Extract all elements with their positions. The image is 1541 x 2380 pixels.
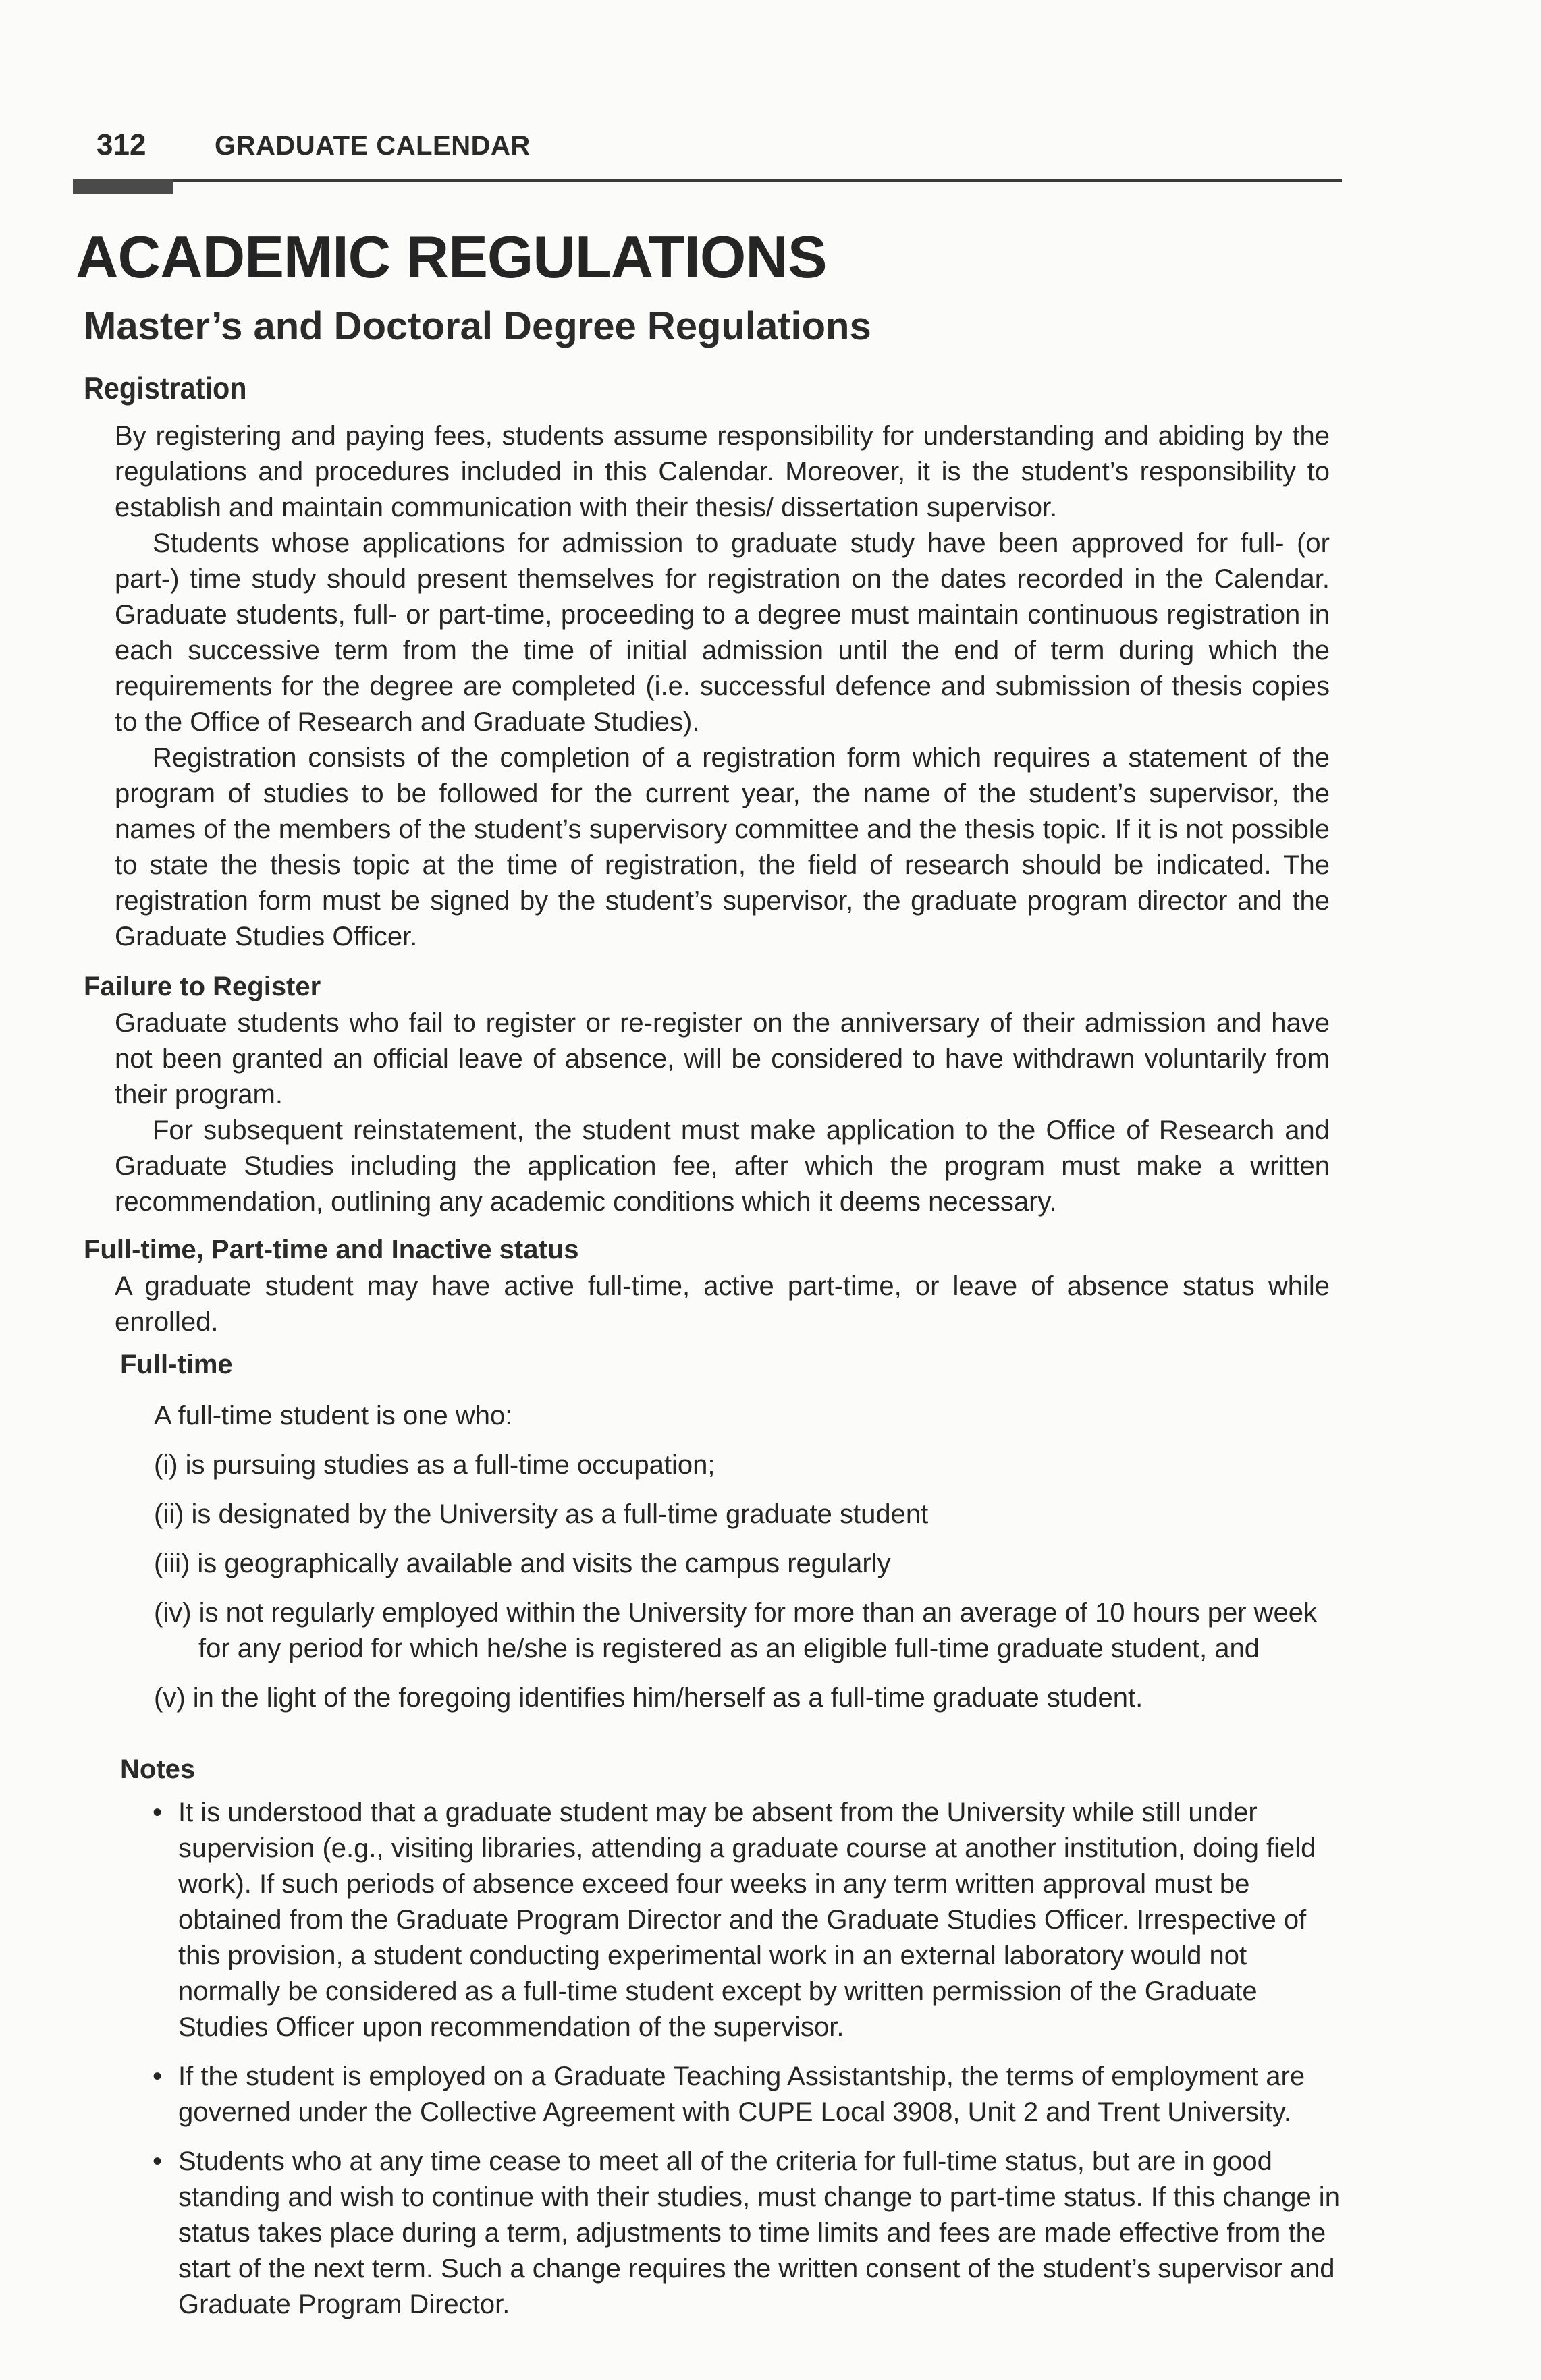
notes-list [150, 1795, 1343, 2336]
fulltime-intro: A full-time student is one who: [154, 1401, 513, 1431]
page-header [97, 128, 1345, 186]
criteria-item: (i) is pursuing studies as a full-time occupation; [154, 1450, 715, 1480]
criteria-item: (v) in the light of the foregoing identifies him/herself as a full-time graduate student. [154, 1683, 1143, 1713]
bullet-icon: • [153, 2061, 163, 2091]
fulltime-criteria [154, 1398, 1342, 1729]
criteria-item: (iii) is geographically available and visits the campus regularly [154, 1549, 891, 1578]
note-text: It is understood that a graduate student may be absent from the University while still under supervision (e.g., visiting libraries, attending a graduate course at another institution, doing field work). If such periods of absence exceed four weeks in any term written approval must be obtained from the Graduate Program Director and the Graduate Studies Officer. Irrespective of this provision, a student conducting experimental work in an external laboratory would not normally be considered as a full-time student except by written permission of the Graduate Studies Officer upon recommendation of the supervisor. [178, 1798, 1316, 2042]
header-rule [73, 179, 1342, 182]
header-rule-block [73, 179, 173, 194]
bullet-icon: • [153, 1798, 163, 1827]
status-heading: Full-time, Part-time and Inactive status [84, 1235, 579, 1265]
notes-heading: Notes [120, 1754, 196, 1784]
fulltime-heading: Full-time [120, 1350, 233, 1379]
note-item [150, 2059, 1343, 2130]
page-number: 312 [97, 128, 146, 161]
registration-body [115, 418, 1330, 955]
registration-paragraph: Registration consists of the completion of a registration form which requires a statement of the program of studies to be followed for the current year, the name of the student’s supervisor, the names of the members of the student’s supervisory committee and the thesis topic. If it is not possible to state the thesis topic at the time of registration, the field of research should be indicated. The registration form must be signed by the student’s supervisor, the graduate program director and the Graduate Studies Officer. [115, 743, 1330, 951]
status-body [115, 1269, 1330, 1340]
criteria-item: (ii) is designated by the University as a full-time graduate student [154, 1499, 929, 1529]
note-item [150, 2144, 1343, 2323]
registration-heading: Registration [84, 370, 247, 406]
registration-paragraph: By registering and paying fees, students assume responsibility for understanding and abiding by the regulations and procedures included in this Calendar. Moreover, it is the student’s responsibility to establish and maintain communication with their thesis/ dissertation supervisor. [115, 421, 1330, 522]
failure-paragraph: For subsequent reinstatement, the student must make application to the Office of Research and Graduate Studies including the application fee, after which the program must make a written recommendation, outlining any academic conditions which it deems necessary. [115, 1115, 1330, 1217]
failure-heading: Failure to Register [84, 972, 321, 1001]
bullet-icon: • [153, 2147, 163, 2176]
page-title: ACADEMIC REGULATIONS [76, 223, 827, 290]
section-subtitle: Master’s and Doctoral Degree Regulations [84, 304, 871, 348]
note-text: Students who at any time cease to meet all of the criteria for full-time status, but are in good standing and wish to continue with their studies, must change to part-time status. If this change in status takes place during a term, adjustments to time limits and fees are made effective from the start of the next term. Such a change requires the written consent of the student’s supervisor and Graduate Program Director. [178, 2147, 1340, 2319]
status-paragraph: A graduate student may have active full-time, active part-time, or leave of absence status while enrolled. [115, 1271, 1330, 1337]
note-item [150, 1795, 1343, 2045]
failure-paragraph: Graduate students who fail to register or re-register on the anniversary of their admission and have not been granted an official leave of absence, will be considered to have withdrawn voluntarily from their program. [115, 1008, 1330, 1109]
running-head: GRADUATE CALENDAR [215, 131, 531, 161]
note-text: If the student is employed on a Graduate Teaching Assistantship, the terms of employment are governed under the Collective Agreement with CUPE Local 3908, Unit 2 and Trent University. [178, 2061, 1305, 2127]
registration-paragraph: Students whose applications for admission to graduate study have been approved for full- (or part-) time study should present themselves for registration on the dates recorded in the Calendar. Graduate students, full- or part-time, proceeding to a degree must maintain continuous registration in each successive term from the time of initial admission until the end of term during which the requirements for the degree are completed (i.e. successful defence and submission of thesis copies to the Office of Research and Graduate Studies). [115, 528, 1330, 737]
criteria-item: (iv) is not regularly employed within the University for more than an average of 10 hours per week for any period for which he/she is registered as an eligible full-time graduate student, and [154, 1598, 1318, 1663]
failure-body [115, 1005, 1330, 1220]
